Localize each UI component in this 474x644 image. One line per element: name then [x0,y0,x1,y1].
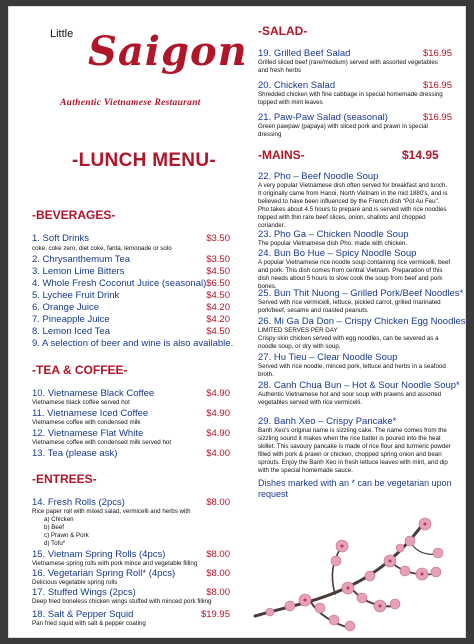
logo-tagline: Authentic Vietnamese Restaurant [60,98,201,108]
desc-fresh-rolls: Rice paper roll with mixed salad, vermicelli and herbs with [32,508,191,515]
price-lychee-drink: $4.50 [206,290,230,301]
cherry-blossom-branch-icon [250,506,450,634]
section-beverages: -BEVERAGES- [32,208,116,222]
desc-pawpaw-salad: Green pawpaw (papaya) with sliced pork and prawn in special dressing [258,123,428,138]
item-soft-drinks: 1. Soft Drinks [32,233,90,244]
section-salad: -SALAD- [258,24,308,38]
option-tofu: d) Tofu* [44,540,66,547]
price-chicken-salad: $16.95 [422,80,452,91]
price-flat-white: $4.90 [206,428,230,439]
item-grilled-beef-salad: 19. Grilled Beef Salad [258,48,351,59]
option-beef: b) Beef [44,524,64,531]
logo-little: Little [50,28,74,40]
desc-canh-chua-bun: Authentic Vietnamese hot and sour soup with prawns and assorted vegetables served with rice vermicelli. [258,391,442,406]
item-chicken-salad: 20. Chicken Salad [258,80,336,91]
item-lemon-lime-bitters: 3. Lemon Lime Bitters [32,266,125,277]
desc-grilled-beef-salad: Grilled sliced beef (rare/medium) served with assorted vegetables and fresh herbs [258,59,438,74]
section-tea-coffee: -TEA & COFFEE- [32,363,128,377]
desc-bun-thit-nuong: Served with rice vermicelli, lettuce, pickled carrot, grilled marinated pork/beef, sesame and roasted peanuts. [258,299,441,314]
item-tea: 13. Tea (please ask) [32,448,118,459]
item-fresh-rolls: 14. Fresh Rolls (2pcs) [32,497,125,508]
price-pineapple-juice: $4.20 [206,314,230,325]
option-prawn-pork: c) Prawn & Pork [44,532,89,539]
item-banh-xeo: 29. Banh Xeo – Crispy Pancake* [258,416,397,427]
item-iced-coffee: 11. Vietnamese Iced Coffee [32,408,149,419]
price-pawpaw-salad: $16.95 [422,112,452,123]
price-stuffed-wings: $8.00 [206,587,230,598]
item-salt-pepper-squid: 18. Salt & Pepper Squid [32,609,134,620]
desc-iced-coffee: Vietnamese coffee with condensed milk [32,419,141,426]
item-bun-thit-nuong: 25. Bun Thit Nuong – Grilled Pork/Beef Noodles* [258,288,464,299]
mains-price: $14.95 [402,148,439,162]
price-chrysanthemum-tea: $3.50 [206,254,230,265]
desc-salt-pepper-squid: Pan fried squid with salt & pepper coating [32,620,146,627]
item-orange-juice: 6. Orange Juice [32,302,100,313]
item-veg-spring-roll: 16. Vegetarian Spring Roll* (4pcs) [32,568,176,579]
desc-chicken-salad: Shredded chicken with fine cabbage in special homemade dressing topped with mint leaves [258,91,443,106]
price-lemon-iced-tea: $4.50 [206,326,230,337]
desc-soft-drinks: coke, coke zero, diet coke, fanta, lemonade or solo [32,245,172,252]
item-beer-wine-note: 9. A selection of beer and wine is also available. [32,338,234,349]
price-coconut-juice: $6.50 [206,278,230,289]
item-chrysanthemum-tea: 2. Chrysanthemum Tea [32,254,131,265]
price-orange-juice: $4.20 [206,302,230,313]
desc-stuffed-wings: Deep fried boneless chicken wings stuffed with minced pork filling [32,598,212,605]
price-veg-spring-roll: $8.00 [206,568,230,579]
vegetarian-footnote: Dishes marked with an * can be vegetarian upon request [258,478,452,499]
price-fresh-rolls: $8.00 [206,497,230,508]
price-grilled-beef-salad: $16.95 [422,48,452,59]
desc-banh-xeo: Banh Xeo's original name is sizzling cake. The name comes from the sizzling sound it makes when the rice batter is poured into the heat skillet. This savoury pancake is made of rice flour and turmeric powder filled with pork & prawn or chicken, chopped spring onion and bean sprouts. Enjoy the Banh Xeo in fresh lettuce leaves with mint, and dip with the special homemade sauce. [258,427,451,474]
item-coconut-juice: 4. Whole Fresh Coconut Juice (seasonal) [32,278,207,289]
desc-mi-ga-da-don: LIMITED SERVES PER DAY Crispy skin chicken served with egg noodles, can be severed as a noodle soup, or dry with soup. [258,327,439,350]
desc-veg-spring-roll: Delicious vegetable spring rolls [32,579,118,586]
section-mains: -MAINS- [258,148,305,162]
price-iced-coffee: $4.90 [206,408,230,419]
item-pineapple-juice: 7. Pineapple Juice [32,314,110,325]
item-lemon-iced-tea: 8. Lemon Iced Tea [32,326,110,337]
desc-pho: A very popular Vietnamese dish often served for breakfast and lunch. It originally came from Hanoi, North Vietnam in the mid 1880's, and is believed to have been influenced by the French dish "Pot Au Feu". Pho takes about 4.5 hours to prepare and is served with rice noodles topped with thin rare beef slices, onion, shallots and chopped coriander. [258,182,448,229]
menu-page [8,6,466,638]
option-chicken: a) Chicken [44,516,74,523]
logo-saigon: Saigon [88,28,248,75]
item-flat-white: 12. Vietnamese Flat White [32,428,144,439]
item-canh-chua-bun: 28. Canh Chua Bun – Hot & Sour Noodle Soup* [258,380,460,391]
item-black-coffee: 10. Vietnamese Black Coffee [32,388,155,399]
desc-flat-white: Vietnamese coffee with condensed milk served hot [32,439,172,446]
item-pho-ga: 23. Pho Ga – Chicken Noodle Soup [258,229,409,240]
price-vietnam-spring-rolls: $8.00 [206,549,230,560]
desc-black-coffee: Vietnamese black coffee served hot [32,399,130,406]
item-pawpaw-salad: 21. Paw-Paw Salad (seasonal) [258,112,388,123]
menu-title: -LUNCH MENU- [72,150,216,171]
desc-bun-bo-hue: A popular Vietnamese rice noodle soup containing rice vermicelli, beef and pork. This dish comes from central Vietnam. Preparation of this dish needs about 5 hours to slow cook the soup from beef and pork bones. [258,259,451,290]
price-black-coffee: $4.90 [206,388,230,399]
desc-pho-ga: The popular Vietnamese dish Pho; made with chicken. [258,240,408,247]
price-salt-pepper-squid: $19.95 [200,609,230,620]
item-hu-tieu: 27. Hu Tieu – Clear Noodle Soup [258,352,398,363]
section-entrees: -ENTREES- [32,472,97,486]
desc-vietnam-spring-rolls: Vietnamese spring rolls with pork mince and vegetable filling [32,560,198,567]
price-tea: $4.00 [206,448,230,459]
item-lychee-drink: 5. Lychee Fruit Drink [32,290,120,301]
item-vietnam-spring-rolls: 15. Vietnam Spring Rolls (4pcs) [32,549,166,560]
item-bun-bo-hue: 24. Bun Bo Hue – Spicy Noodle Soup [258,248,417,259]
item-stuffed-wings: 17. Stuffed Wings (2pcs) [32,587,136,598]
price-soft-drinks: $3.50 [206,233,230,244]
item-pho: 22. Pho – Beef Noodle Soup [258,171,379,182]
item-mi-ga-da-don: 26. Mi Ga Da Don – Crispy Chicken Egg Noodles [258,316,466,327]
price-lemon-lime-bitters: $4.50 [206,266,230,277]
desc-hu-tieu: Served with rice noodle, minced pork, lettuce and herbs in a seafood broth. [258,363,446,378]
